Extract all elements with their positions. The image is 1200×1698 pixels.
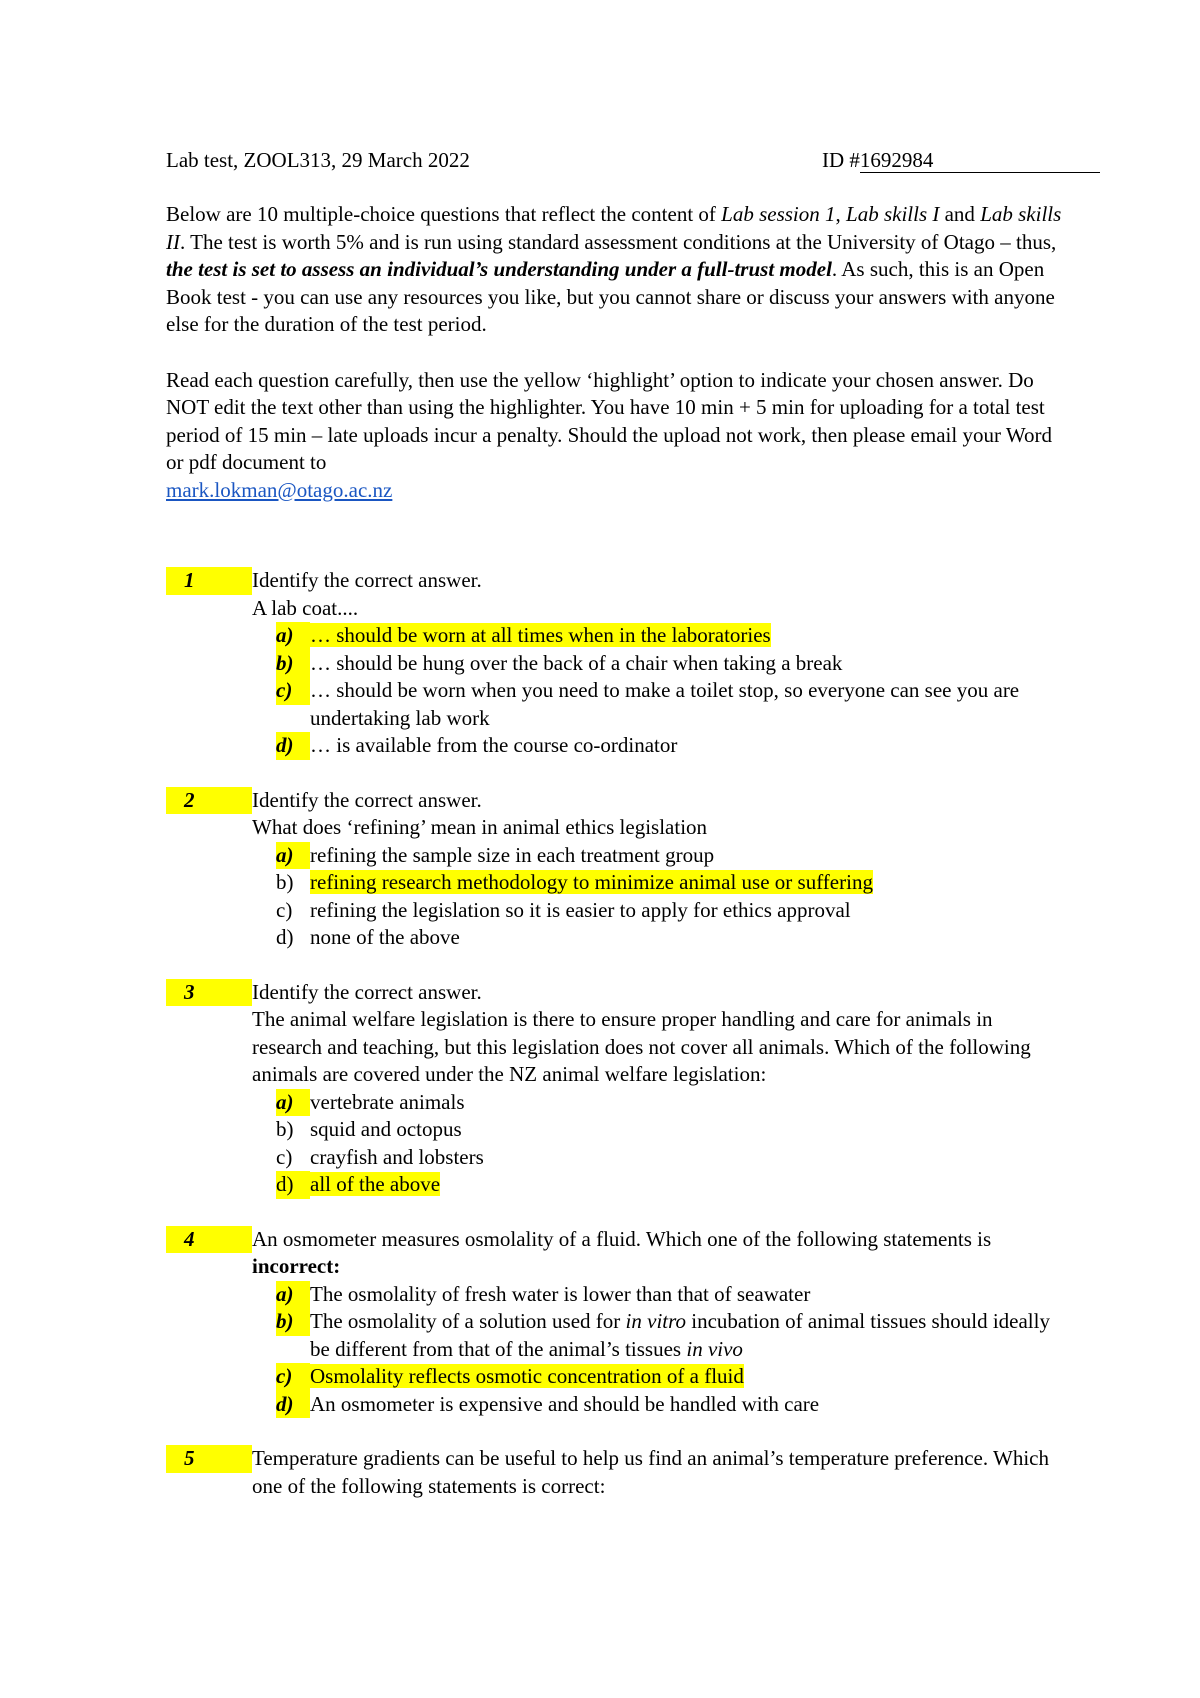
question-stem: An osmometer measures osmolality of a fluid. Which one of the following statements is incorrect: [252,1226,992,1278]
option-a[interactable] [252,1089,1066,1117]
question-list [166,567,1066,1500]
option-a[interactable] [252,842,1066,870]
option-label: c) [276,677,310,705]
option-text: The osmolality of a solution used for in vitro incubation of animal tissues should ideally be different from that of the animal’s tissues in vivo [310,1309,1050,1361]
option-b[interactable] [252,869,1066,897]
option-label: a) [276,1281,310,1309]
question-prompt: Identify the correct answer. [252,979,482,1004]
option-c[interactable] [252,897,1066,925]
option-label: b) [276,1308,310,1336]
option-label: c) [276,1144,293,1169]
option-label: a) [276,1089,310,1117]
full-trust-statement: the test is set to assess an individual’s understanding under a full-trust model [166,257,832,281]
option-d[interactable] [252,1391,1066,1419]
option-text: The osmolality of fresh water is lower than that of seawater [310,1281,811,1306]
option-text: none of the above [310,925,460,949]
question-2 [166,787,1066,952]
option-d[interactable] [252,1171,1066,1199]
option-text: refining the legislation so it is easier to apply for ethics approval [310,897,851,922]
question-number: 4 [166,1226,252,1254]
option-text: vertebrate animals [310,1089,465,1114]
option-c[interactable] [252,1144,1066,1172]
option-label: d) [276,1391,310,1419]
option-d[interactable] [252,732,1066,760]
option-text: An osmometer is expensive and should be handled with care [310,1391,820,1416]
question-1 [166,567,1066,760]
test-header [166,147,1110,175]
lab-skills-2-ref: Lab skills II [166,202,1062,254]
question-number: 2 [166,787,252,815]
option-text: all of the above [310,1172,441,1196]
option-text: … is available from the course co-ordinator [310,733,678,757]
question-stem: A lab coat.... [252,595,359,620]
option-label: d) [276,732,310,760]
course-title: Lab test, ZOOL313, 29 March 2022 [166,148,470,172]
option-label: b) [276,1117,294,1141]
option-b[interactable] [252,650,1066,678]
option-text: … should be hung over the back of a chair when taking a break [310,650,843,675]
option-label: c) [276,897,293,922]
incorrect-emphasis: incorrect: [252,1254,341,1278]
option-label: a) [276,842,310,870]
option-text: refining research methodology to minimize animal use or suffering [310,870,873,894]
question-5 [166,1445,1066,1500]
instructions-paragraph-2: Read each question carefully, then use the yellow ‘highlight’ option to indicate your chosen answer. Do NOT edit the text other than using the highlighter. You have 10 min + 5 min for uploading for a total test period of 15 min – late uploads incur a penalty. Should the upload not work, then please email your Word or pdf document to mark.lokman@otago.ac.nz [166,367,1052,502]
option-text: squid and octopus [310,1117,462,1141]
id-field[interactable]: 1692984 [860,148,1100,173]
option-label: b) [276,650,310,678]
option-c[interactable] [252,1363,1066,1391]
option-c[interactable] [252,677,1066,732]
id-label: ID # [822,148,860,172]
option-label: b) [276,870,294,894]
student-id [822,147,1110,175]
lab-skills-1-ref: Lab skills I [846,202,940,226]
option-label: c) [276,1363,310,1391]
question-prompt: Identify the correct answer. [252,568,482,592]
option-b[interactable] [252,1308,1066,1363]
question-number: 5 [166,1445,252,1473]
question-number: 3 [166,979,252,1007]
option-label: d) [276,925,294,949]
option-b[interactable] [252,1116,1066,1144]
option-text: refining the sample size in each treatment group [310,842,715,867]
option-a[interactable] [252,1281,1066,1309]
option-d[interactable] [252,924,1066,952]
option-label: d) [276,1171,310,1199]
option-text: … should be worn at all times when in the laboratories [310,623,771,647]
question-4 [166,1226,1066,1419]
lab-session-ref: Lab session 1 [721,202,836,226]
option-text: crayfish and lobsters [310,1144,484,1169]
instructions-paragraph-1: Below are 10 multiple-choice questions that reflect the content of Lab session 1, Lab skills I and Lab skills II. The test is worth 5% and is run using standard assessment conditions at the University of Otago – thus, the test is set to assess an individual’s understanding under a full-trust model. As such, this is an Open Book test - you can use any resources you like, but you cannot share or discuss your answers with anyone else for the duration of the test period. [166,202,1062,336]
question-3 [166,979,1066,1199]
question-prompt: Identify the correct answer. [252,787,482,812]
option-text: Osmolality reflects osmotic concentration of a fluid [310,1364,744,1388]
question-stem: What does ‘refining’ mean in animal ethics legislation [252,815,708,839]
option-label: a) [276,622,310,650]
question-number: 1 [166,567,252,595]
option-text: … should be worn when you need to make a toilet stop, so everyone can see you are undertaking lab work [310,678,1020,730]
option-a[interactable] [252,622,1066,650]
instructions [166,201,1066,504]
email-link[interactable]: mark.lokman@otago.ac.nz [166,477,393,502]
question-stem: The animal welfare legislation is there to ensure proper handling and care for animals in research and teaching, but this legislation does not cover all animals. Which of the following animals are covered under the NZ animal welfare legislation: [252,1007,1031,1086]
question-stem: Temperature gradients can be useful to help us find an animal’s temperature preference. Which one of the following statements is correct: [252,1446,1049,1498]
